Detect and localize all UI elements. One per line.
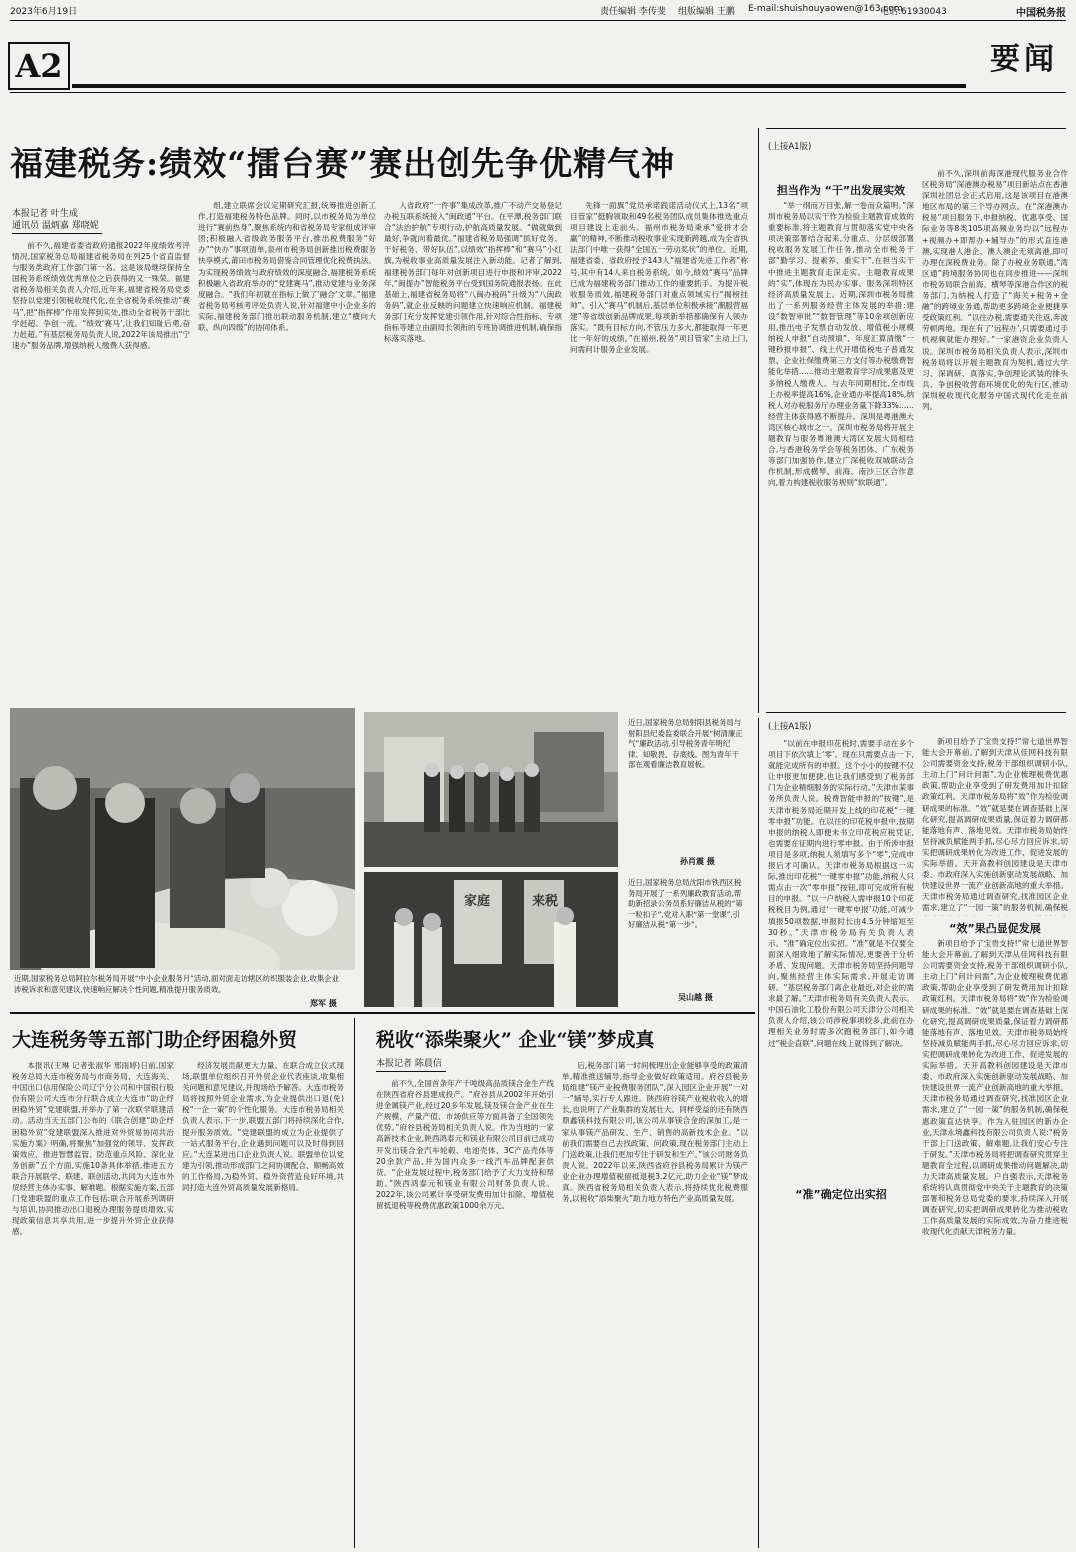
shaanxi-byline: 本报记者 陈晨信 [376, 1059, 442, 1069]
page-header-bar [10, 4, 1066, 18]
fujian-column-3: 入省政府“一件事”集成改革,推广不动产交易登记办税互联系统接入“闽政通”平台。在平潭,税务部门联合“法治护航”专项行动,护航高质量发展。“做就做到最好,争就向着最优。”福建省税务局强调“抓好党务、干好税务、带好队伍”,以绩效“指挥棒”和“赛马”小红旗,为税收事业高质量发展注入新动能。记者了解到,福建税务部门每年对创新项目进行申报和评审,2022年,“闽提办”智能税务平台受到国务院通报表扬。在此基础上,福建省税务局将“八闽办税码”升级为“八闽政务码”,就企业反映的问题建立快速响应机制。福建税务部门充分发挥党建引领作用,针对综合性指标、专项指标等建立由副局长领衔的专班协调推进机制,确保指标落实落地。 [384, 201, 562, 344]
shenzhen-continued-note: (上接A1版) [768, 142, 812, 152]
photo2-caption: 近日,国家税务总局射阳县税务局与射阳县纪委监委联合开展“树清廉正气”廉政活动,引导税务青年明纪律、知敬畏、存底线。图为青年干部在观看廉洁教育展板。 [628, 718, 743, 769]
shenzhen-subhead: 担当作为 “干”出发展实效 [776, 184, 906, 197]
shenzhen-column-1: “举一纲而万目张,解一卷而众篇明。”深圳市税务局以实干作为检验主题教育成效的重要标准,将主题教育与贯彻落实党中央各项决策部署结合起来,分重点、分层级部署税收服务发展工作任务,推动全市税务干部“勤学习、提素养、重实干”,在担当实干中推进主题教育走深走实。主题教育成果的“实”,体现在为民办实事、服务深圳特区经济高质量发展上。近期,深圳市税务局推出了一系列服务经营主体发展的举措:建设“数智审批”“数智管理”等10余项创新应用,推出电子发票自动发放、增值税小规模纳税人申报“自动预填”、年度汇算清缴“一键秒报申报”、线上代开增值税电子普通发票、企业社保缴费第三方支付等办税缴费智能化举措……推动主题教育学习成果惠及更多纳税人缴费人。与去年同期相比,全市线上办税率提高16%,企业通办率提高18%,纳税人对办税服务厅办理业务量下降33%……经营主体获得感不断提升。深圳是粤港澳大湾区核心城市之一。深圳市税务局将开展主题教育与服务粤港澳大湾区发展大局相结合,与香港税务学会等税务团体、广东税务等部门加强协作,建立广深税收双城联动合作机制,形成横琴、前海、南沙三区合作意向,着力构建税收服务规则“软联通”。 [768, 201, 914, 488]
fujian-byline-correspondent: 通讯员 温炳嘉 郑晓妮 [12, 221, 99, 231]
photo1-credit: 郑军 摄 [310, 999, 337, 1008]
fujian-headline: 福建税务:绩效“擂台赛”赛出创先争优精气神 [10, 144, 676, 183]
photo-tax-service-visit [10, 708, 355, 970]
tianjin-subhead-effect: “效”果凸显促发展 [949, 922, 1041, 935]
contact-email: E-mail:shuishouyaowen@163.com [748, 4, 903, 14]
shenzhen-bottom-rule [766, 712, 1066, 713]
photo-integrity-exhibition [364, 712, 618, 867]
exhibit-board-text: 家庭 [464, 894, 491, 909]
photo2-credit: 孙肖震 摄 [680, 857, 715, 866]
contact-phone: 电话:61930043 [880, 7, 947, 17]
section-name: 要闻 [990, 42, 1058, 77]
tianjin-column-1: “以前在申报印花税时,需要手动在多个项目下依次填上‘零’。现在只需要点击一下,就能完成所有的申报。这个小小的按键不仅让申报更加便捷,也让我们感受到了税务部门为企业精细服务的实际行动。”天津市某事务所负责人说。税费智能申报的“按键”,是天津市税务局近期开发上线的印花税“一键零申报”功能。在以往的印花税申报中,按期申报的纳税人即便未书立印花税应税凭证,也需要在征期内进行零申报。由于所涉申报项目是多项,纳税人须填写多个“零”,完成申报后才可确认。天津市税务局根据这一实际,推出印花税“一键零申报”功能,纳税人只需点击一次“零申报”按钮,即可完成所有税目的申报。“以一户纳税人需申报10个印花税税目为例,通过‘一键零申报’功能,可减少填报50项数据,申报时长由4.5分钟缩短至30秒。”天津市税务局有关负责人表示。“准”确定位出实招。“准”就是不仅要全面深入细致地了解实际情况,更要善于分析矛盾、发现问题。天津市税务局坚持问题导向,聚焦经营主体实际需求,开展走访调研。“基层税务部门离企业最近,对企业的需求最了解。”天津市税务局有关负责人表示。中国石油化工股份有限公司天津分公司相关负责人介绍,该公司涉税事项较多,此前在办理相关业务时需多次跑税务部门,如今通过“税企直联”,问题在线上就得到了解决。 [768, 739, 914, 1048]
section-rule [10, 92, 1066, 93]
fujian-byline-rule [12, 233, 102, 234]
fujian-column-4: 先锋一面旗”党员承诺践诺活动仪式上,13名“项目管家”挺胸领取和49名税务团队成员集体推选重点项目建设上走前头。福州市税务局秉承“爱拼才会赢”的精神,不断推动税收事业实现新跨越,成为全省执法部门中唯一获得“全国五一劳动奖状”的单位。近期,福建省委、省政府授予143人“福建省先进工作者”称号,其中有14人来自税务系统。如今,绩效“赛马”品牌已成为福建税务部门推动工作的重要抓手。为提升税收服务质效,福建税务部门对重点领域实行“揭榜挂帅”。引入“赛马”机制后,基层单位积极承接“潮服营福建”等省级创新品牌成果,每项新举措都确保有人领办落实。“既有目标方向,不管压力多大,都能取得一年更比一年好的成绩。”在福州,税务“项目管家”主动上门,问需问计服务企业发展。 [570, 201, 748, 355]
paper-name: 中国税务报 [1016, 8, 1066, 19]
fujian-column-1: 前不久,福建省委省政府通报2022年度绩效考评情况,国家税务总局福建省税务局在列25个省直监督与服务类政府工作部门第一名。这是该局继续保持全国税务系统绩效优秀单位之后获得的又一殊荣。福建省税务局相关负责人介绍,近年来,福建省税务局党委坚持以党建引领税收现代化,在全省税务系统推动“赛马”,把“指挥棒”作用发挥到实处,推动全省税务干部比学赶超、争创一流。“绩效‘赛马’,让我们知耻后勇,奋力赶超。”有基层税务局负责人说,2022年该局推出“宁速办”服务品牌,增强纳税人缴费人获得感。 [12, 241, 190, 350]
fujian-column-2: 组,建立联席会议定期研究汇报,统筹推进创新工作,打造福建税务特色品牌。同时,以市税务局为单位进行“赛前热身”,聚焦系统内和省税务局专家组成评审团;积极融入省级政务服务平台,推出税费服务“好办”“快办”事项清单,泉州市税务局创新推出税费服务快享模式,莆田市税务局借鉴合同管理优化税费执法。为实现税务绩效与政府绩效的深度融合,福建税务系统积极融入省政府举办的“党建赛马”,推动党建与业务深度融合。“我们年初就在指标上做了‘融合’文章。”福建省税务局考核考评处负责人说,针对福建中小企业多的实际,福建税务部门推出联动服务机制,建立“横向大联、纵向四级”的协同体系。 [198, 201, 376, 333]
shenzhen-column-2: 前不久,深圳前海深港现代服务业合作区税务局“深港澳办税易”项目新站点在香港深圳社团总会正式启用,这是该项目在港澳地区布局的第三个导办网点。在“深港澳办税易”项目服务下,申报纳税、优惠享受、国际业务等8类105项高频业务均以“远程办+视频办+即帮办+辅导办”的形式直连港澳,实现港人港企、澳人澳企无须离港,即可办理在深税费业务。除了办税业务联通,“湾区通”跨境服务协同也在同步推进——深圳市税务局联合前海、横琴等深港合作区的税务部门,为纳税人打造了“海关+税务+金融”的跨境业务通,帮助更多跨境企业便捷享受政策红利。“以往办税,需要通关往返,奔波劳顿两地。现在有了‘远程办’,只需要通过手机视频就能办理好。”一家港资企业负责人说。深圳市税务局相关负责人表示,深圳市税务局将以开展主题教育为契机,通过大学习、深调研、真落实,争创理论武装的排头兵、争创税收营商环境优化的先行区,推动深圳税收现代化服务中国式现代化走在前列。 [922, 169, 1068, 411]
header-rule [10, 20, 1066, 21]
dalian-headline: 大连税务等五部门助企纾困稳外贸 [12, 1029, 298, 1051]
shenzhen-top-rule [766, 128, 1066, 129]
shaanxi-column-1: 前不久,全国首条年产千吨级高品质镁合金生产线在陕西省府谷县建成投产。“府谷县从2002年开始引进金属镁产业,经过20多年发展,镁及镁合金产业在生产规模、产量产值、市场供应等方面具备了全国领先优势。”府谷县税务局相关负责人说。作为当地的一家高新技术企业,陕西鸿泰元和镁业有限公司目前已成功开发出镁合金汽车轮毂、电池壳体、3C产品壳体等20余款产品,并为国内众多一线汽车品牌配套供货。“企业发展过程中,税务部门给予了大力支持和帮助。”陕西鸿泰元和镁业有限公司财务负责人说。2022年,该公司累计享受研发费用加计扣除、增值税留抵退税等税费优惠政策1000余万元。 [376, 1079, 554, 1211]
photo-new-recruit-education [364, 872, 618, 1007]
dalian-column-1: 本报讯(王琳 记者张淑华 邢雨婷)日前,国家税务总局大连市税务局与市商务局、大连海关、中国出口信用保险公司辽宁分公司和中国银行股份有限公司大连市分行联合成立大连市“助企纾困稳外贸”党建联盟,并举办了第一次联学联建活动。活动当天五部门公布的《联合创建“助企纾困稳外贸”党建联盟深入推进对外贸易协同共治实施方案》明确,将聚焦“加强党的领导、发挥政策效应、推进智慧监管、防范重点风险、深化业务创新”五个方面,实施10条具体举措,推进五方联合开展联学、联建、联创活动,共同为大连市外贸经营主体办实事、解难题。根据实施方案,五部门党建联盟的重点工作包括:联合开展系列调研与培训,协同推动出口退税办理服务提质增效,实现政策信息共享共用,进一步提升外贸企业获得感。 [12, 1061, 174, 1237]
photo1-caption: 近期,国家税务总局阿拉尔税务局开展“中小企业服务月”活动,面对面走访辖区纺织服装企业,收集企业涉税诉求和意见建议,快速响应解决个性问题,精准提升服务质效。 [14, 974, 340, 994]
page-code: A2 [8, 42, 70, 90]
tianjin-column-2: 新项目给予了宝贵支持!”常七道世界智能大会开幕前,了解到天津从佳网科技有限公司需要资金支持,税务干部组织调研小队,主动上门“问计问需”,为企业梳理税费优惠政策,帮助企业享受到了研发费用加计扣除政策红利。天津市税务局将“效”作为检验调研成果的标准。“效”就是要在调查基础上深化研究,提高调研成果质量,保证着力调研都能落地有声、落地见效。天津市税务局始终坚持减负赋能两手抓,尽心尽力回应诉求,切实把调研成果转化为改进工作、促进发展的实际举措。天开高教科创园建设是天津市委、市政府深入实施创新驱动发展战略、加快建设世界一流产业创新高地的重大举措。天津市税务局通过调查研究,找准园区企业需求,建立了“一园一策”的服务机制,确保税惠政策直达快享。作为入驻园区的新办企业,天津永境鑫科技有限公司负责人说:“税务干部上门送政策、解难题,让我们安心专注于研发。”天津市税务局将把调查研究贯穿主题教育全过程,以调研成果推动问题解决,助力天津高质量发展。户自强表示,天津税务系统将认真贯彻党中央关于主题教育的决策部署和税务总局党委的要求,持续深入开展调查研究,切实把调研成果转化为推动税收工作高质量发展的实际成效,为奋力推进税收现代化贡献天津税务力量。 [922, 939, 1068, 1237]
exhibit-board-text-2: 来税 [532, 894, 559, 909]
tianjin-subhead-precision: “准”确定位出实招 [768, 1186, 914, 1202]
issue-date: 2023年6月19日 [10, 7, 78, 17]
column-divider-right-bottom [758, 718, 759, 1548]
fujian-byline-reporter: 本报记者 叶生成 [12, 209, 78, 219]
column-divider-bottom [354, 1018, 355, 1548]
shaanxi-headline: 税收“添柴聚火” 企业“镁”梦成真 [376, 1029, 655, 1051]
layout-editor-credit: 组版编辑 王鹏 [678, 7, 735, 17]
column-divider-right-top [758, 128, 759, 713]
tianjin-continued-note: (上接A1版) [768, 722, 812, 732]
shaanxi-column-2: 后,税务部门第一时间梳理出企业能够享受的政策清单,精准推送辅导,指导企业做好政策适用。府谷县税务局组建“镁产业税费服务团队”,深入园区企业开展“一对一”辅导,实行专人跟进。陕西府谷镁产业税收收入的增长,也说明了产业集群的发展壮大。同样受益的还有陕西鼎鑫镁科技有限公司,该公司从事镁合金的深加工,是一家从事镁产品研发、生产、销售的高新技术企业。“以前我们需要自己去找政策、问政策,现在税务部门主动上门送政策,让我们更加专注于研发和生产。”该公司财务负责人说。2022年以来,陕西省府谷县税务局累计为镁产业企业办理增值税留抵退税3.2亿元,助力企业“镁”梦成真。陕西省税务局相关负责人表示,将持续优化税费服务,以税收“添柴聚火”助力地方特色产业高质量发展。 [562, 1061, 748, 1204]
photo3-credit: 吴山越 摄 [678, 993, 713, 1002]
editor-credit: 责任编辑 李传斐 [600, 7, 666, 17]
section-banner-rule [72, 84, 966, 88]
shaanxi-byline-rule [376, 1071, 446, 1072]
mid-page-rule [10, 1012, 755, 1014]
tianjin-column-2-top: 新项目给予了宝贵支持!”常七道世界智能大会开幕前,了解到天津从佳网科技有限公司需要资金支持,税务干部组织调研小队,主动上门“问计问需”,为企业梳理税费优惠政策,帮助企业享受到了研发费用加计扣除政策红利。天津市税务局将“效”作为检验调研成果的标准。“效”就是要在调查基础上深化研究,提高调研成果质量,保证着力调研都能落地有声、落地见效。天津市税务局始终坚持减负赋能两手抓,尽心尽力回应诉求,切实把调研成果转化为改进工作、促进发展的实际举措。天开高教科创园建设是天津市委、市政府深入实施创新驱动发展战略、加快建设世界一流产业创新高地的重大举措。天津市税务局通过调查研究,找准园区企业需求,建立了“一园一策”的服务机制,确保税 [922, 737, 1068, 913]
photo3-caption: 近日,国家税务总局沈阳市铁西区税务局开展了一系列廉政教育活动,帮助新招录公务员系好廉洁从税的“第一粒扣子”,党对入职“第一堂课”,引好廉洁从税“第一步”。 [628, 878, 743, 929]
dalian-column-2: 经济发展贡献更大力量。在联合成立仪式现场,联盟单位组织召开外贸企业代表座谈,收集相关问题和意见建议,并现场给予解答。大连市税务局将按照外贸企业需求,为企业提供出口退(免)税“一企一策”的个性化服务。大连市税务局相关负责人表示,下一步,联盟五部门将持续深化合作,提升服务质效。“党建联盟的成立为企业提供了一站式服务平台,企业遇到问题可以及时得到回应。”大连某进出口企业负责人说。联盟单位以党建为引领,推动形成部门之间协调配合、顺畅高效的工作格局,为稳外贸、稳外资营造良好环境,共同打造大连外贸高质量发展新格局。 [182, 1061, 344, 1193]
